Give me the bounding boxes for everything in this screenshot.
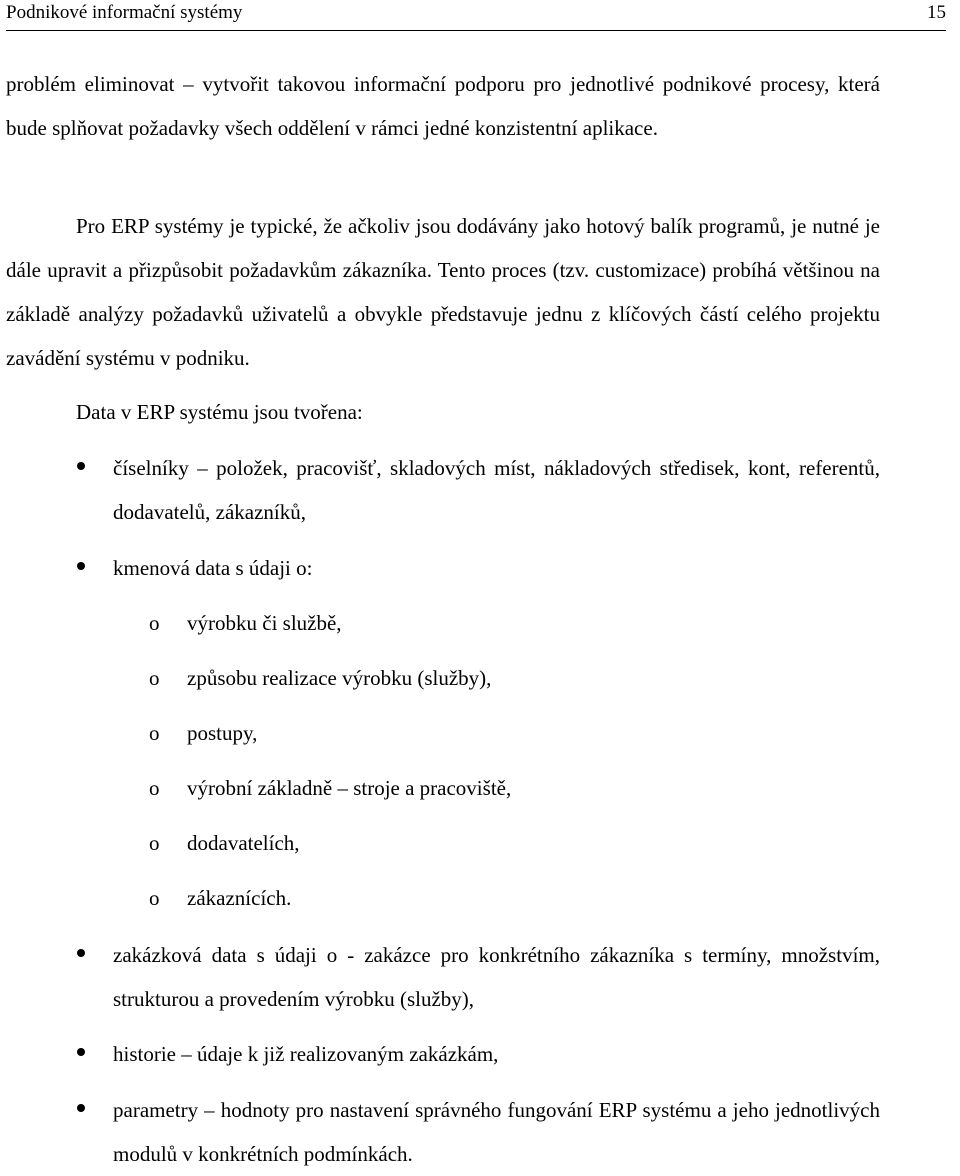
sub-item: dodavatelích, bbox=[187, 831, 300, 855]
sub-item: způsobu realizace výrobku (služby), bbox=[187, 666, 492, 690]
bullet-item-parametry: parametry – hodnoty pro nastavení správného fungování ERP systému a jeho jednotlivých modulů v konkrétních podmínkách. bbox=[113, 1098, 880, 1166]
paragraph-data-intro: Data v ERP systému jsou tvořena: bbox=[76, 400, 363, 424]
bullet-icon bbox=[75, 1104, 89, 1118]
sub-bullet-marker: o bbox=[149, 611, 160, 635]
bullet-item-zakazkova-data: zakázková data s údaji o - zakázce pro konkrétního zákazníka s termíny, množstvím, strukturou a provedením výrobku (služby), bbox=[113, 943, 880, 1011]
sub-bullet-marker: o bbox=[149, 886, 160, 910]
sub-item: výrobní základně – stroje a pracoviště, bbox=[187, 776, 512, 800]
sub-bullet-marker: o bbox=[149, 831, 160, 855]
sub-item: výrobku či službě, bbox=[187, 611, 342, 635]
paragraph-intro: problém eliminovat – vytvořit takovou informační podporu pro jednotlivé podnikové procesy, která bude splňovat požadavky všech oddělení v rámci jedné konzistentní aplikace. bbox=[6, 72, 880, 140]
header-title: Podnikové informační systémy bbox=[6, 2, 243, 23]
paragraph-customization: Pro ERP systémy je typické, že ačkoliv jsou dodávány jako hotový balík programů, je nutné je dále upravit a přizpůsobit požadavkům zákazníka. Tento proces (tzv. customizace) probíhá většinou na základě analýzy požadavků uživatelů a obvykle představuje jednu z klíčových částí celého projektu zavádění systému v podniku. bbox=[6, 214, 880, 370]
page-header bbox=[6, 0, 946, 31]
sub-bullet-marker: o bbox=[149, 721, 160, 745]
sub-bullet-marker: o bbox=[149, 666, 160, 690]
sub-item: zákaznících. bbox=[187, 886, 292, 910]
sub-bullet-marker: o bbox=[149, 776, 160, 800]
bullet-item-ciselniky: číselníky – položek, pracovišť, skladových míst, nákladových středisek, kont, referentů, dodavatelů, zákazníků, bbox=[113, 456, 880, 524]
bullet-item-historie: historie – údaje k již realizovaným zakázkám, bbox=[113, 1042, 499, 1066]
bullet-item-kmenova-data: kmenová data s údaji o: bbox=[113, 556, 313, 580]
bullet-icon bbox=[75, 949, 89, 963]
page-number: 15 bbox=[927, 2, 946, 23]
bullet-icon bbox=[75, 562, 89, 576]
bullet-icon bbox=[75, 462, 89, 476]
bullet-icon bbox=[75, 1048, 89, 1062]
sub-item: postupy, bbox=[187, 721, 258, 745]
